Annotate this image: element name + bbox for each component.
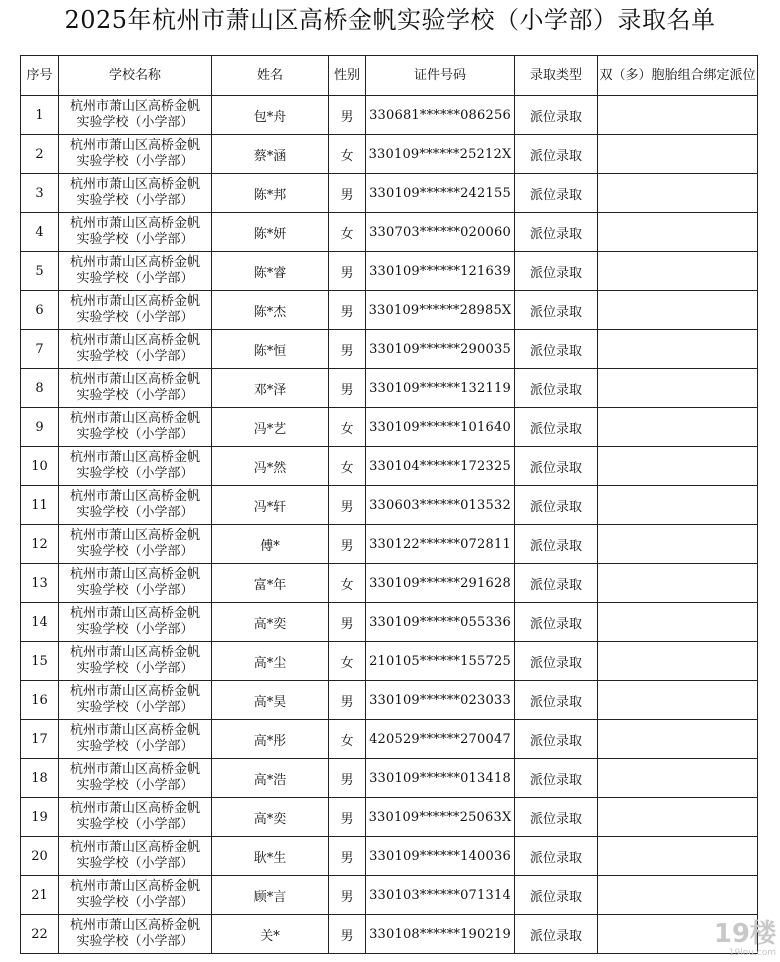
table-row (21, 330, 758, 369)
cell-school (59, 96, 212, 135)
cell-name: 陈*妍 (212, 213, 329, 252)
table-row (21, 759, 758, 798)
cell-school (59, 408, 212, 447)
cell-school (59, 135, 212, 174)
cell-id: 330108******190219 (366, 915, 515, 954)
cell-school (59, 330, 212, 369)
cell-id: 330109******290035 (366, 330, 515, 369)
school-line-1: 杭州市萧山区高桥金帆 (69, 411, 200, 426)
cell-name: 富*年 (212, 564, 329, 603)
cell-type: 派位录取 (515, 213, 598, 252)
header-school: 学校名称 (59, 56, 212, 96)
cell-name: 陈*恒 (212, 330, 329, 369)
cell-gender: 男 (329, 759, 366, 798)
cell-id: 330681******086256 (366, 96, 515, 135)
school-line-1: 杭州市萧山区高桥金帆 (69, 606, 200, 621)
cell-name: 冯*艺 (212, 408, 329, 447)
school-line-1: 杭州市萧山区高桥金帆 (69, 762, 200, 777)
table-row (21, 876, 758, 915)
cell-type: 派位录取 (515, 603, 598, 642)
cell-id: 330109******013418 (366, 759, 515, 798)
cell-id: 420529******270047 (366, 720, 515, 759)
cell-gender: 男 (329, 174, 366, 213)
table-row (21, 915, 758, 954)
cell-id: 330109******140036 (366, 837, 515, 876)
cell-type: 派位录取 (515, 408, 598, 447)
cell-bind (598, 96, 758, 135)
school-line-1: 杭州市萧山区高桥金帆 (69, 645, 200, 660)
school-line-2: 实验学校（小学部） (76, 934, 194, 949)
cell-seq: 13 (21, 564, 59, 603)
cell-school (59, 447, 212, 486)
table-row (21, 603, 758, 642)
school-line-2: 实验学校（小学部） (76, 739, 194, 754)
cell-bind (598, 798, 758, 837)
table-row (21, 408, 758, 447)
school-line-1: 杭州市萧山区高桥金帆 (69, 567, 200, 582)
cell-id: 330109******121639 (366, 252, 515, 291)
school-line-2: 实验学校（小学部） (76, 505, 194, 520)
cell-school (59, 837, 212, 876)
school-line-2: 实验学校（小学部） (76, 856, 194, 871)
cell-gender: 男 (329, 915, 366, 954)
cell-name: 高*浩 (212, 759, 329, 798)
school-line-1: 杭州市萧山区高桥金帆 (69, 177, 200, 192)
cell-bind (598, 174, 758, 213)
cell-bind (598, 252, 758, 291)
cell-school (59, 720, 212, 759)
site-watermark (706, 920, 776, 960)
cell-id: 330122******072811 (366, 525, 515, 564)
cell-type: 派位录取 (515, 525, 598, 564)
table-row (21, 525, 758, 564)
cell-name: 高*奕 (212, 603, 329, 642)
cell-gender: 男 (329, 837, 366, 876)
cell-gender: 男 (329, 369, 366, 408)
cell-type: 派位录取 (515, 798, 598, 837)
cell-id: 330109******242155 (366, 174, 515, 213)
cell-bind (598, 759, 758, 798)
school-line-2: 实验学校（小学部） (76, 700, 194, 715)
table-row (21, 174, 758, 213)
school-line-1: 杭州市萧山区高桥金帆 (69, 489, 200, 504)
cell-name: 冯*然 (212, 447, 329, 486)
table-row (21, 837, 758, 876)
cell-id: 330109******101640 (366, 408, 515, 447)
cell-gender: 女 (329, 447, 366, 486)
cell-id: 330104******172325 (366, 447, 515, 486)
cell-id: 330109******023033 (366, 681, 515, 720)
header-type: 录取类型 (515, 56, 598, 96)
school-line-1: 杭州市萧山区高桥金帆 (69, 879, 200, 894)
cell-gender: 女 (329, 720, 366, 759)
header-id: 证件号码 (366, 56, 515, 96)
school-line-2: 实验学校（小学部） (76, 310, 194, 325)
cell-name: 关* (212, 915, 329, 954)
table-row (21, 447, 758, 486)
table-row (21, 252, 758, 291)
cell-name: 蔡*涵 (212, 135, 329, 174)
school-line-1: 杭州市萧山区高桥金帆 (69, 840, 200, 855)
cell-gender: 男 (329, 876, 366, 915)
page-title: 2025年杭州市萧山区高桥金帆实验学校（小学部）录取名单 (64, 6, 716, 34)
school-line-1: 杭州市萧山区高桥金帆 (69, 255, 200, 270)
cell-seq: 10 (21, 447, 59, 486)
cell-type: 派位录取 (515, 837, 598, 876)
cell-seq: 18 (21, 759, 59, 798)
cell-gender: 男 (329, 252, 366, 291)
cell-seq: 19 (21, 798, 59, 837)
header-seq: 序号 (21, 56, 59, 96)
cell-seq: 5 (21, 252, 59, 291)
cell-school (59, 759, 212, 798)
school-line-2: 实验学校（小学部） (76, 466, 194, 481)
table-row (21, 681, 758, 720)
cell-seq: 11 (21, 486, 59, 525)
cell-seq: 6 (21, 291, 59, 330)
cell-seq: 16 (21, 681, 59, 720)
cell-type: 派位录取 (515, 915, 598, 954)
cell-bind (598, 291, 758, 330)
cell-name: 耿*生 (212, 837, 329, 876)
cell-school (59, 681, 212, 720)
admission-table (20, 55, 758, 954)
cell-id: 330109******055336 (366, 603, 515, 642)
cell-id: 330103******071314 (366, 876, 515, 915)
cell-school (59, 525, 212, 564)
school-line-1: 杭州市萧山区高桥金帆 (69, 723, 200, 738)
header-name: 姓名 (212, 56, 329, 96)
cell-id: 330109******291628 (366, 564, 515, 603)
school-line-2: 实验学校（小学部） (76, 349, 194, 364)
cell-seq: 3 (21, 174, 59, 213)
cell-type: 派位录取 (515, 759, 598, 798)
header-gender: 性别 (329, 56, 366, 96)
school-line-2: 实验学校（小学部） (76, 817, 194, 832)
cell-school (59, 798, 212, 837)
school-line-2: 实验学校（小学部） (76, 778, 194, 793)
cell-id: 330703******020060 (366, 213, 515, 252)
cell-school (59, 252, 212, 291)
cell-name: 高*尘 (212, 642, 329, 681)
cell-gender: 男 (329, 798, 366, 837)
cell-seq: 4 (21, 213, 59, 252)
cell-type: 派位录取 (515, 330, 598, 369)
cell-school (59, 876, 212, 915)
school-line-2: 实验学校（小学部） (76, 388, 194, 403)
cell-bind (598, 330, 758, 369)
cell-type: 派位录取 (515, 252, 598, 291)
cell-bind (598, 603, 758, 642)
cell-bind (598, 408, 758, 447)
cell-name: 包*舟 (212, 96, 329, 135)
table-row (21, 798, 758, 837)
cell-seq: 2 (21, 135, 59, 174)
cell-name: 高*彤 (212, 720, 329, 759)
cell-name: 冯*轩 (212, 486, 329, 525)
cell-id: 330109******25212X (366, 135, 515, 174)
cell-name: 顾*言 (212, 876, 329, 915)
school-line-2: 实验学校（小学部） (76, 193, 194, 208)
cell-seq: 9 (21, 408, 59, 447)
cell-bind (598, 369, 758, 408)
cell-type: 派位录取 (515, 486, 598, 525)
cell-seq: 20 (21, 837, 59, 876)
cell-type: 派位录取 (515, 681, 598, 720)
school-line-1: 杭州市萧山区高桥金帆 (69, 801, 200, 816)
cell-bind (598, 525, 758, 564)
school-line-2: 实验学校（小学部） (76, 115, 194, 130)
school-line-2: 实验学校（小学部） (76, 427, 194, 442)
cell-gender: 女 (329, 135, 366, 174)
cell-seq: 22 (21, 915, 59, 954)
cell-type: 派位录取 (515, 564, 598, 603)
cell-bind (598, 213, 758, 252)
table-row (21, 642, 758, 681)
school-line-1: 杭州市萧山区高桥金帆 (69, 294, 200, 309)
school-line-1: 杭州市萧山区高桥金帆 (69, 333, 200, 348)
cell-seq: 15 (21, 642, 59, 681)
cell-seq: 1 (21, 96, 59, 135)
cell-gender: 女 (329, 564, 366, 603)
cell-bind (598, 837, 758, 876)
cell-bind (598, 135, 758, 174)
school-line-1: 杭州市萧山区高桥金帆 (69, 528, 200, 543)
school-line-2: 实验学校（小学部） (76, 583, 194, 598)
cell-type: 派位录取 (515, 447, 598, 486)
cell-school (59, 213, 212, 252)
cell-gender: 男 (329, 681, 366, 720)
table-row (21, 135, 758, 174)
school-line-1: 杭州市萧山区高桥金帆 (69, 684, 200, 699)
table-row (21, 96, 758, 135)
school-line-1: 杭州市萧山区高桥金帆 (69, 372, 200, 387)
cell-school (59, 369, 212, 408)
cell-type: 派位录取 (515, 720, 598, 759)
cell-bind (598, 447, 758, 486)
cell-bind (598, 720, 758, 759)
cell-gender: 女 (329, 213, 366, 252)
cell-gender: 男 (329, 525, 366, 564)
table-row (21, 213, 758, 252)
school-line-2: 实验学校（小学部） (76, 895, 194, 910)
cell-gender: 女 (329, 642, 366, 681)
school-line-1: 杭州市萧山区高桥金帆 (69, 450, 200, 465)
school-line-2: 实验学校（小学部） (76, 544, 194, 559)
cell-id: 330109******25063X (366, 798, 515, 837)
cell-school (59, 642, 212, 681)
cell-gender: 男 (329, 291, 366, 330)
watermark-logo: 19楼 (713, 919, 776, 949)
cell-school (59, 564, 212, 603)
cell-type: 派位录取 (515, 369, 598, 408)
cell-school (59, 486, 212, 525)
cell-seq: 12 (21, 525, 59, 564)
cell-seq: 17 (21, 720, 59, 759)
cell-bind (598, 681, 758, 720)
school-line-1: 杭州市萧山区高桥金帆 (69, 99, 200, 114)
school-line-2: 实验学校（小学部） (76, 232, 194, 247)
cell-gender: 男 (329, 603, 366, 642)
table-row (21, 369, 758, 408)
school-line-2: 实验学校（小学部） (76, 271, 194, 286)
cell-school (59, 915, 212, 954)
cell-name: 陈*杰 (212, 291, 329, 330)
cell-name: 高*奕 (212, 798, 329, 837)
cell-seq: 21 (21, 876, 59, 915)
cell-id: 330109******132119 (366, 369, 515, 408)
cell-school (59, 291, 212, 330)
school-line-1: 杭州市萧山区高桥金帆 (69, 138, 200, 153)
table-row (21, 486, 758, 525)
cell-type: 派位录取 (515, 96, 598, 135)
cell-school (59, 174, 212, 213)
cell-type: 派位录取 (515, 174, 598, 213)
cell-gender: 男 (329, 96, 366, 135)
cell-seq: 14 (21, 603, 59, 642)
cell-type: 派位录取 (515, 135, 598, 174)
cell-type: 派位录取 (515, 876, 598, 915)
watermark-url: 19lou.com (728, 948, 776, 958)
cell-id: 330109******28985X (366, 291, 515, 330)
cell-type: 派位录取 (515, 291, 598, 330)
cell-name: 高*昊 (212, 681, 329, 720)
cell-gender: 男 (329, 330, 366, 369)
school-line-2: 实验学校（小学部） (76, 622, 194, 637)
school-line-2: 实验学校（小学部） (76, 154, 194, 169)
header-bind: 双（多）胞胎组合绑定派位 (598, 56, 758, 96)
school-line-2: 实验学校（小学部） (76, 661, 194, 676)
cell-name: 傅* (212, 525, 329, 564)
cell-bind (598, 642, 758, 681)
cell-name: 陈*睿 (212, 252, 329, 291)
cell-bind (598, 564, 758, 603)
cell-seq: 7 (21, 330, 59, 369)
table-row (21, 291, 758, 330)
school-line-1: 杭州市萧山区高桥金帆 (69, 918, 200, 933)
cell-gender: 男 (329, 486, 366, 525)
table-header-row (21, 56, 758, 96)
cell-id: 330603******013532 (366, 486, 515, 525)
cell-name: 邓*泽 (212, 369, 329, 408)
cell-name: 陈*邦 (212, 174, 329, 213)
cell-school (59, 603, 212, 642)
table-row (21, 564, 758, 603)
cell-seq: 8 (21, 369, 59, 408)
school-line-1: 杭州市萧山区高桥金帆 (69, 216, 200, 231)
cell-type: 派位录取 (515, 642, 598, 681)
table-row (21, 720, 758, 759)
cell-gender: 女 (329, 408, 366, 447)
cell-bind (598, 486, 758, 525)
cell-id: 210105******155725 (366, 642, 515, 681)
cell-bind (598, 876, 758, 915)
